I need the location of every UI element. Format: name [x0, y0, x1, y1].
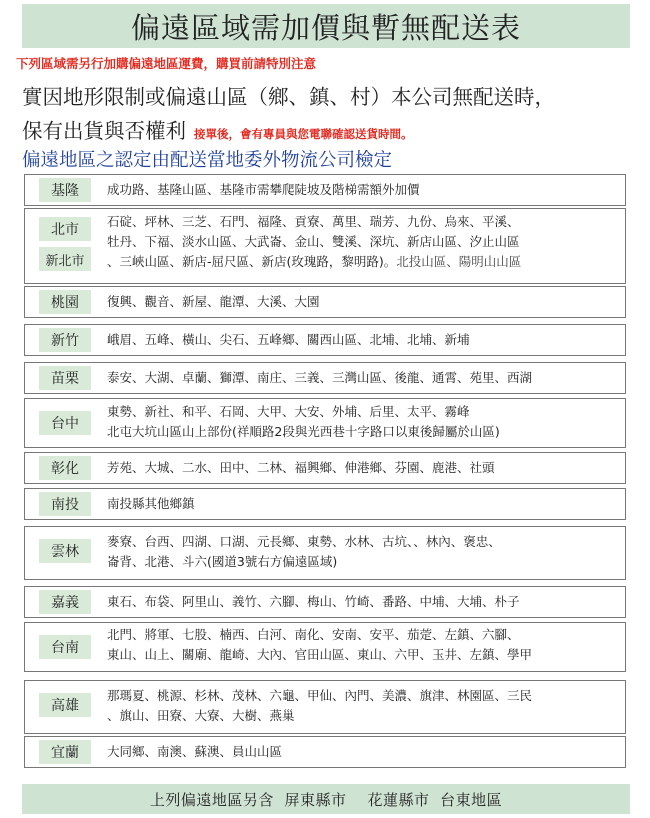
- region-label-hsinchu: 新竹: [39, 328, 91, 352]
- towns-line: 芳苑、大城、二水、田中、二林、福興鄉、伸港鄉、芬園、鹿港、社頭: [107, 460, 495, 475]
- intro-line-2: [22, 114, 413, 144]
- region-row-nantou: [24, 488, 626, 520]
- region-label-miaoli: 苗栗: [39, 366, 91, 390]
- contact-note: 接單後，會有專員與您電聯確認送貨時間。: [194, 127, 413, 141]
- towns-line: 牡丹、下福、淡水山區、大武崙、金山、雙溪、深坑、新店山區、汐止山區: [107, 234, 520, 249]
- towns-line-part: 、三峽山區、新店-屈尺區、新店(玫瑰路，黎明路)。: [107, 254, 397, 269]
- region-label-nantou: 南投: [39, 492, 91, 516]
- shipping-fee-notice: 下列區域需另行加購偏遠地區運費，購買前請特別注意: [16, 56, 317, 71]
- region-row-taipei: [24, 208, 626, 284]
- page-title: 偏遠區域需加價與暫無配送表: [22, 4, 630, 48]
- region-label-keelung: 基隆: [39, 178, 91, 202]
- region-row-chiayi: [24, 586, 626, 618]
- region-towns-keelung: [107, 180, 420, 200]
- region-row-yilan: [24, 736, 626, 768]
- region-label-tainan: 台南: [39, 635, 91, 659]
- towns-line: 峨眉、五峰、橫山、尖石、五峰鄉、關西山區、北埔、北埔、新埔: [107, 332, 470, 347]
- towns-line: [107, 252, 521, 272]
- region-towns-taipei: [107, 212, 521, 272]
- towns-line: 復興、觀音、新屋、龍潭、大溪、大園: [107, 294, 320, 309]
- region-row-kaohsiung: [24, 680, 626, 734]
- region-towns-hsinchu: [107, 330, 470, 350]
- towns-line: 成功路、基隆山區、基隆市需攀爬陡坡及階梯需額外加價: [107, 182, 420, 197]
- region-towns-tainan: [107, 625, 532, 665]
- towns-line: 崙背、北港、斗六(國道3號右方偏遠區域): [107, 554, 338, 569]
- towns-line: 泰安、大湖、卓蘭、獅潭、南庄、三義、三灣山區、後龍、通霄、苑里、西湖: [107, 370, 533, 385]
- remote-area-heading: 偏遠地區之認定由配送當地委外物流公司檢定: [22, 150, 393, 171]
- region-towns-kaohsiung: [107, 686, 532, 726]
- towns-line-extra: 北投山區、陽明山山區: [396, 254, 522, 269]
- region-towns-changhua: [107, 458, 495, 478]
- region-towns-yunlin: [107, 532, 501, 572]
- region-label-taichung: 台中: [39, 411, 91, 435]
- region-label-taipei: 北市: [39, 217, 91, 241]
- towns-line: 北門、將軍、七股、楠西、白河、南化、安南、安平、茄萣、左鎮、六腳、: [107, 627, 520, 642]
- region-row-keelung: [24, 174, 626, 206]
- intro-line-1: 實因地形限制或偏遠山區（鄉、鎮、村）本公司無配送時，: [22, 85, 555, 109]
- towns-line: 、旗山、田寮、大寮、大樹、燕巢: [107, 708, 295, 723]
- region-label-taoyuan: 桃園: [39, 290, 91, 314]
- region-towns-chiayi: [107, 592, 520, 612]
- region-label-kaohsiung: 高雄: [39, 693, 91, 717]
- region-towns-taoyuan: [107, 292, 320, 312]
- region-row-yunlin: [24, 526, 626, 580]
- towns-line: 大同鄉、南澳、蘇澳、員山山區: [107, 744, 283, 759]
- region-row-changhua: [24, 452, 626, 484]
- region-row-miaoli: [24, 362, 626, 394]
- region-towns-taichung: [107, 402, 500, 442]
- region-row-taichung: [24, 398, 626, 448]
- footer-note: 上列偏遠地區另含 屏東縣市 花蓮縣市 台東地區: [22, 784, 630, 814]
- region-label-yunlin: 雲林: [39, 539, 91, 563]
- towns-line: 麥寮、台西、四湖、口湖、元長鄉、東勢、水林、古坑、、林內、褒忠、: [107, 534, 501, 549]
- region-label-chiayi: 嘉義: [39, 590, 91, 614]
- region-towns-nantou: [107, 494, 195, 514]
- region-towns-miaoli: [107, 368, 532, 388]
- towns-line: 東勢、新社、和平、石岡、大甲、大安、外埔、后里、太平、霧峰: [107, 404, 470, 419]
- region-row-taoyuan: [24, 286, 626, 318]
- region-row-hsinchu: [24, 324, 626, 356]
- towns-line: 石碇、坪林、三芝、石門、福隆、貢寮、萬里、瑞芳、九份、烏來、平溪、: [107, 214, 520, 229]
- region-label-changhua: 彰化: [39, 456, 91, 480]
- region-row-tainan: [24, 622, 626, 672]
- region-towns-yilan: [107, 742, 282, 762]
- towns-line: 南投縣其他鄉鎮: [107, 496, 195, 511]
- towns-line: 東山、山上、關廟、龍崎、大內、官田山區、東山、六甲、玉井、左鎮、學甲: [107, 647, 533, 662]
- towns-line: 北屯大坑山區山上部份(祥順路2段與光西巷十字路口以東後歸屬於山區): [107, 424, 500, 439]
- towns-line: 東石、布袋、阿里山、義竹、六腳、梅山、竹崎、番路、中埔、大埔、朴子: [107, 594, 520, 609]
- towns-line: 那瑪夏、桃源、杉林、茂林、六龜、甲仙、內門、美濃、旗津、林園區、三民: [107, 688, 533, 703]
- region-label-new-taipei: 新北市: [39, 247, 91, 271]
- intro-line-2-text: 保有出貨與否權利: [22, 119, 186, 143]
- region-label-yilan: 宜蘭: [39, 740, 91, 764]
